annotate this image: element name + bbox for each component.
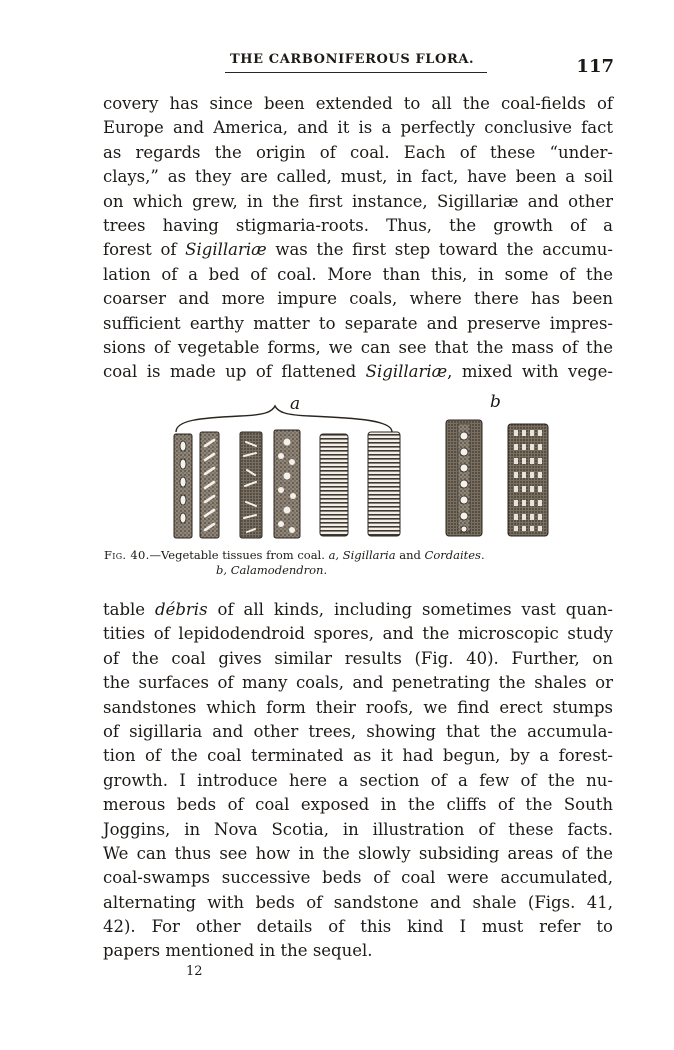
figure-label-a: a xyxy=(290,394,301,414)
text-fragment: was the first step toward the accumu- xyxy=(266,240,613,260)
paragraph-1 xyxy=(103,92,613,385)
text-line: of sigillaria and other trees, showing that the accumula- xyxy=(103,721,613,741)
page-number: 117 xyxy=(576,56,614,77)
figure-label-b: b xyxy=(490,392,501,412)
text-line xyxy=(103,360,613,384)
tissue-strip-6 xyxy=(368,432,400,536)
text-line: Europe and America, and it is a perfectly conclusive fact xyxy=(103,118,613,138)
tissue-strip-1 xyxy=(174,434,192,538)
tissue-strip-b1 xyxy=(446,420,482,536)
text-line: the surfaces of many coals, and penetrating the shales or xyxy=(103,673,613,693)
text-line: on which grew, in the first instance, Sigillariæ and other xyxy=(103,191,613,211)
text-line: We can thus see how in the slowly subsiding areas of the xyxy=(103,843,613,863)
italic-term: débris xyxy=(155,600,208,619)
text-line: sions of vegetable forms, we can see that the mass of the xyxy=(103,337,613,357)
text-line xyxy=(103,598,613,622)
text-line: lation of a bed of coal. More than this, in some of the xyxy=(103,264,613,284)
vegetable-tissue-illustration xyxy=(160,394,580,544)
caption-taxon: Sigillaria xyxy=(342,548,396,562)
tissue-strip-3 xyxy=(240,432,262,538)
text-line: sufficient earthy matter to separate and preserve impres- xyxy=(103,313,613,333)
text-fragment: , mixed with vege- xyxy=(447,362,613,382)
text-line xyxy=(103,238,613,262)
caption-key-a: a, xyxy=(328,548,340,562)
text-fragment: of all kinds, including sometimes vast quan- xyxy=(207,600,613,619)
text-line: papers mentioned in the sequel. xyxy=(103,941,373,961)
tissue-strip-2 xyxy=(200,432,219,538)
text-line: 42). For other details of this kind I must refer to xyxy=(103,917,613,937)
caption-key-b: b, xyxy=(216,563,228,577)
brace-a xyxy=(176,406,392,432)
running-head-title: THE CARBONIFEROUS FLORA. xyxy=(230,52,475,67)
caption-taxon: Cordaites. xyxy=(424,548,485,562)
caption-line-1 xyxy=(104,548,604,563)
text-line: tion of the coal terminated as it had begun, by a forest- xyxy=(103,746,613,766)
text-line: trees having stigmaria-roots. Thus, the growth of a xyxy=(103,215,613,235)
caption-line-2 xyxy=(104,563,604,578)
text-line: of the coal gives similar results (Fig. 40). Further, on xyxy=(103,648,613,668)
text-fragment: coal is made up of flattened xyxy=(103,362,366,382)
text-line: clays,” as they are called, must, in fact, have been a soil xyxy=(103,167,613,187)
text-line: coal-swamps successive beds of coal were accumulated, xyxy=(103,868,613,888)
italic-term: Sigillariæ xyxy=(185,240,267,260)
text-line: tities of lepidodendroid spores, and the microscopic study xyxy=(103,624,613,644)
italic-term: Sigillariæ xyxy=(365,362,448,382)
text-line: sandstones which form their roofs, we find erect stumps xyxy=(103,697,613,717)
running-head-rule xyxy=(225,72,487,73)
text-line: covery has since been extended to all the coal-fields of xyxy=(103,94,613,113)
text-line: growth. I introduce here a section of a few of the nu- xyxy=(103,770,613,790)
caption-text: —Vegetable tissues from coal. xyxy=(149,548,325,562)
caption-text: and xyxy=(399,548,421,562)
paragraph-2 xyxy=(103,598,613,964)
caption-figure-number: Fig. 40. xyxy=(104,548,150,562)
tissue-strip-5 xyxy=(320,434,348,536)
text-line: alternating with beds of sandstone and shale (Figs. 41, xyxy=(103,892,613,912)
tissue-strip-b2 xyxy=(508,424,548,536)
figure-40 xyxy=(160,394,580,544)
text-line: merous beds of coal exposed in the cliffs of the South xyxy=(103,795,613,815)
caption-taxon: Calamodendron. xyxy=(230,563,328,577)
figure-caption xyxy=(104,548,604,578)
tissue-strip-4 xyxy=(274,430,300,538)
text-fragment: forest of xyxy=(103,240,186,260)
text-line: Joggins, in Nova Scotia, in illustration of these facts. xyxy=(103,819,613,839)
text-fragment: table xyxy=(103,600,156,619)
signature-mark: 12 xyxy=(186,964,203,979)
text-line: coarser and more impure coals, where there has been xyxy=(103,289,613,309)
text-line: as regards the origin of coal. Each of these “under- xyxy=(103,142,613,162)
